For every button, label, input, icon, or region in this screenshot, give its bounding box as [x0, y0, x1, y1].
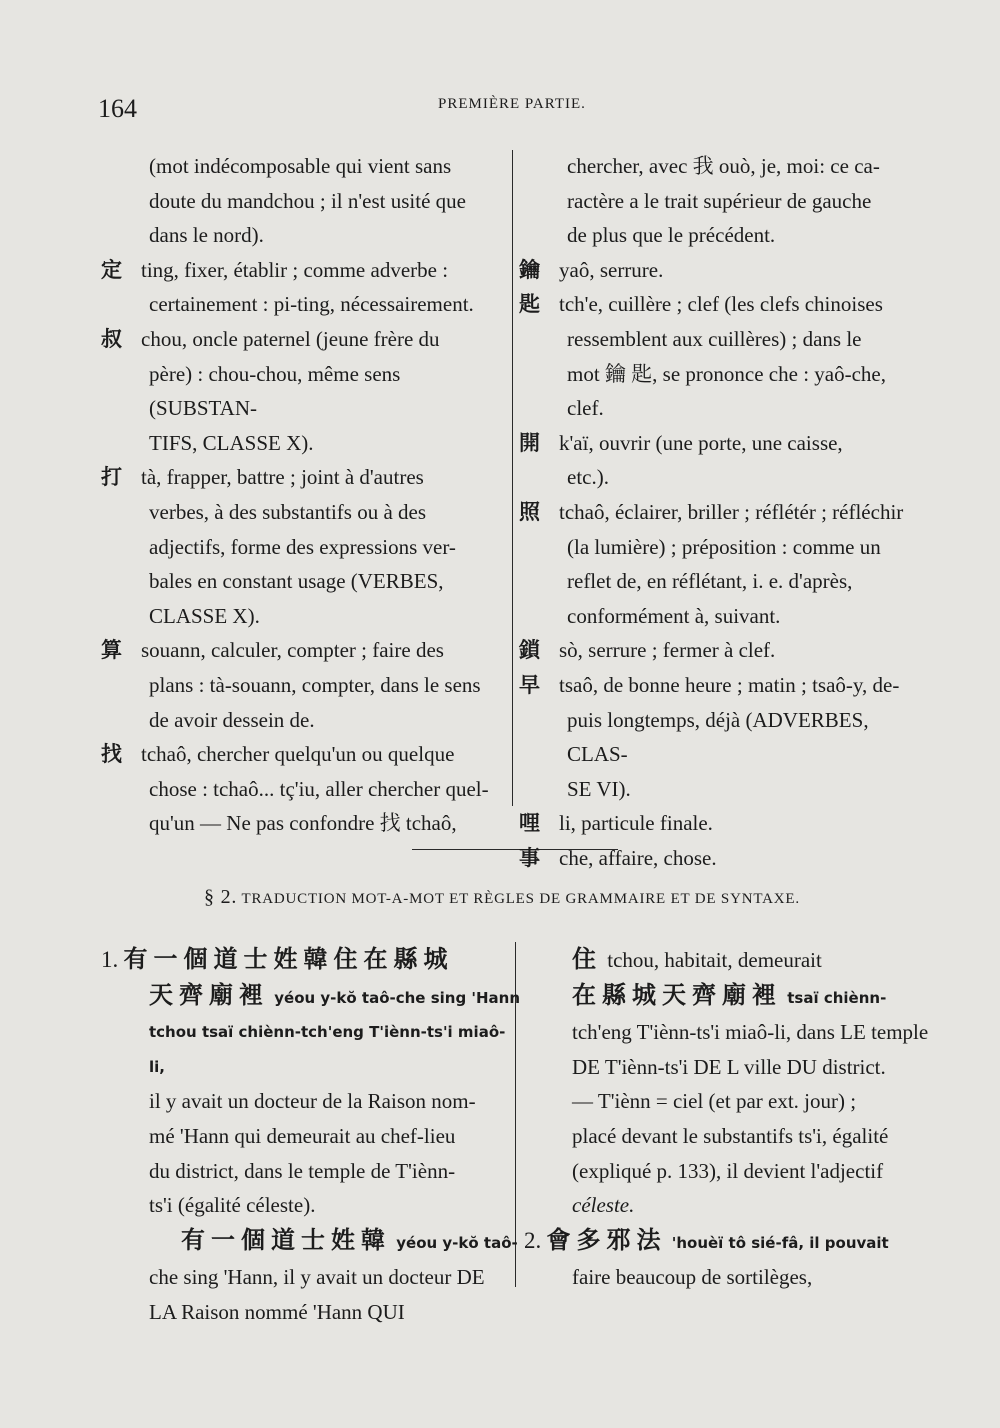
entry-character: 算	[101, 638, 122, 663]
left-column-bottom	[101, 942, 521, 1330]
text-line: mé 'Hann qui demeurait au chef-lieu	[149, 1123, 456, 1148]
right-column-bottom	[524, 942, 934, 1295]
entry-text: k'aï, ouvrir (une porte, une caisse,	[559, 430, 843, 455]
entry-line: chercher, avec 我 ouò, je, moi: ce ca-	[567, 154, 880, 178]
dictionary-entry	[101, 149, 503, 253]
entry-first-line	[101, 322, 503, 357]
text-line: DE T'iènn-ts'i DE L ville DU district.	[572, 1054, 886, 1079]
entry-line: qu'un — Ne pas confondre 找 tchaô,	[149, 811, 457, 836]
text-line: il y avait un docteur de la Raison nom-	[149, 1089, 476, 1114]
entry-first-line	[101, 460, 503, 495]
entry-character: 照	[519, 499, 540, 524]
romanization: yéou y-kŏ taô-che sing 'Hann	[274, 988, 521, 1007]
entry-line: reflet de, en réflétant, i. e. d'après,	[567, 569, 853, 594]
entry-text: tà, frapper, battre ; joint à d'autres	[141, 465, 424, 490]
entry-first-line	[101, 253, 503, 288]
entry-text: li, particule finale.	[559, 811, 713, 836]
chinese-sentence: 有一個道士姓韓住在縣城	[123, 945, 454, 973]
entry-line: plans : tà-souann, compter, dans le sens	[149, 672, 481, 697]
dictionary-entry	[519, 841, 929, 876]
dictionary-entry	[101, 253, 503, 322]
entry-first-line	[519, 426, 929, 461]
text-line: — T'iènn = ciel (et par ext. jour) ;	[572, 1089, 857, 1114]
text-line: ts'i (égalité céleste).	[149, 1193, 316, 1218]
entry-text: yaô, serrure.	[559, 257, 664, 282]
entry-first-line	[519, 633, 929, 668]
entry-line: verbes, à des substantifs ou à des	[149, 499, 427, 524]
entry-first-line	[101, 633, 503, 668]
entry-text: ting, fixer, établir ; comme adverbe :	[141, 257, 449, 282]
sentence-number: 2.	[524, 1227, 542, 1253]
chinese-sentence: 會多邪法	[546, 1225, 667, 1254]
entry-first-line	[519, 287, 929, 322]
dictionary-entry	[519, 426, 929, 495]
entry-line: père) : chou-chou, même sens (SUBSTAN-	[149, 361, 401, 421]
entry-line: de plus que le précédent.	[567, 223, 776, 248]
entry-line: CLASSE X).	[149, 603, 260, 628]
entry-character: 叔	[101, 326, 122, 351]
text-line: tch'eng T'iènn-ts'i miaô-li, dans LE temple	[572, 1020, 929, 1045]
entry-first-line	[519, 841, 929, 876]
entry-line: dans le nord).	[149, 223, 264, 248]
entry-line: (mot indécomposable qui vient sans	[149, 154, 452, 178]
entry-character: 匙	[519, 292, 540, 317]
sentence-1-body	[101, 978, 521, 1330]
dictionary-entry	[519, 806, 929, 841]
sentence-1-head	[101, 942, 507, 978]
text-line: che sing 'Hann, il y avait un docteur DE	[149, 1265, 485, 1290]
gloss-block	[524, 942, 934, 1223]
entry-line: etc.).	[567, 465, 609, 490]
entry-line: conformément à, suivant.	[567, 603, 781, 628]
page-number: 164	[98, 94, 137, 123]
entry-text: souann, calculer, compter ; faire des	[141, 638, 444, 663]
section-title	[204, 886, 800, 909]
dictionary-entry	[519, 149, 929, 253]
entry-character: 定	[101, 257, 122, 282]
entry-first-line	[519, 668, 929, 703]
romanization: 'houèï tô sié-fâ, il pouvait	[671, 1233, 889, 1252]
entry-character: 早	[519, 672, 540, 697]
entry-character: 開	[519, 430, 540, 455]
chinese-sentence-cont: 天齊廟裡	[149, 980, 269, 1009]
dictionary-entry	[101, 322, 503, 460]
text-line: LA Raison nommé 'Hann QUI	[149, 1299, 405, 1324]
dictionary-entry	[101, 737, 503, 841]
entry-text: sò, serrure ; fermer à clef.	[559, 638, 776, 663]
text-line: placé devant le substantifs ts'i, égalité	[572, 1123, 889, 1148]
entry-line: adjectifs, forme des expressions ver-	[149, 534, 456, 559]
dictionary-entry	[519, 495, 929, 633]
entry-text: chou, oncle paternel (jeune frère du	[141, 326, 440, 351]
entry-line: chose : tchaô... tç'iu, aller chercher quel-	[149, 776, 489, 801]
entry-character: 鑰	[519, 257, 540, 282]
text-line: céleste.	[572, 1193, 635, 1218]
entry-character: 找	[101, 742, 122, 767]
entry-first-line	[519, 253, 929, 288]
entry-text: tchaô, éclairer, briller ; réflétér ; réfléchir	[559, 499, 904, 524]
left-column-top	[101, 149, 503, 841]
entry-text: che, affaire, chose.	[559, 845, 717, 870]
dictionary-entry	[101, 633, 503, 737]
entry-line: bales en constant usage (VERBES,	[149, 569, 444, 594]
entry-first-line	[519, 495, 929, 530]
section-number: § 2.	[204, 886, 238, 908]
chinese-phrase: 在縣城天齊廟裡	[572, 980, 782, 1009]
entry-character: 打	[101, 465, 122, 490]
text-line: faire beaucoup de sortilèges,	[572, 1265, 813, 1290]
entry-line: clef.	[567, 396, 604, 421]
entry-line: certainement : pi-ting, nécessairement.	[149, 292, 474, 317]
entry-line: de avoir dessein de.	[149, 707, 315, 732]
running-head: PREMIÈRE PARTIE.	[438, 96, 586, 112]
entry-line: ressemblent aux cuillères) ; dans le	[567, 326, 862, 351]
romanization: yéou y-kŏ taô-	[396, 1233, 518, 1252]
section-text: TRADUCTION MOT-A-MOT ET RÈGLES DE GRAMMAIRE ET DE SYNTAXE.	[241, 891, 800, 907]
entry-first-line	[101, 737, 503, 772]
entry-line: TIFS, CLASSE X).	[149, 430, 314, 455]
text-line: du district, dans le temple de T'iènn-	[149, 1158, 456, 1183]
entry-line: mot 鑰 匙, se prononce che : yaô-che,	[567, 361, 886, 386]
column-rule-top	[512, 150, 513, 806]
dictionary-entry	[519, 287, 929, 425]
text-line: (expliqué p. 133), il devient l'adjectif	[572, 1158, 884, 1183]
right-column-top	[519, 149, 929, 875]
entry-text: tchaô, chercher quelqu'un ou quelque	[141, 742, 455, 767]
entry-character: 鎖	[519, 638, 540, 663]
sentence-2-head	[524, 1223, 934, 1261]
sentence-number: 1.	[101, 947, 119, 972]
entry-line: (la lumière) ; préposition : comme un	[567, 534, 881, 559]
entry-text: tsaô, de bonne heure ; matin ; tsaô-y, de-	[559, 672, 900, 697]
chinese-word: 住	[572, 945, 602, 973]
entry-line: puis longtemps, déjà (ADVERBES, CLAS-	[567, 707, 869, 767]
dictionary-entry	[101, 460, 503, 633]
gloss: tchou, habitait, demeurait	[607, 948, 822, 972]
romanization: tsaï chiènn-	[787, 988, 887, 1007]
entry-line: SE VI).	[567, 776, 631, 801]
entry-line: ractère a le trait supérieur de gauche	[567, 188, 872, 213]
dictionary-entry	[519, 253, 929, 288]
dictionary-entry	[519, 668, 929, 806]
entry-text: tch'e, cuillère ; clef (les clefs chinoises	[559, 292, 883, 317]
dictionary-entry	[519, 633, 929, 668]
entry-character: 事	[519, 845, 540, 870]
entry-character: 哩	[519, 811, 540, 836]
entry-line: doute du mandchou ; il n'est usité que	[149, 188, 466, 213]
chinese-phrase: 有一個道士姓韓	[181, 1225, 391, 1254]
romanization-line: tchou tsaï chiènn-tch'eng T'iènn-ts'i miaô-li,	[149, 1023, 506, 1076]
entry-first-line	[519, 806, 929, 841]
